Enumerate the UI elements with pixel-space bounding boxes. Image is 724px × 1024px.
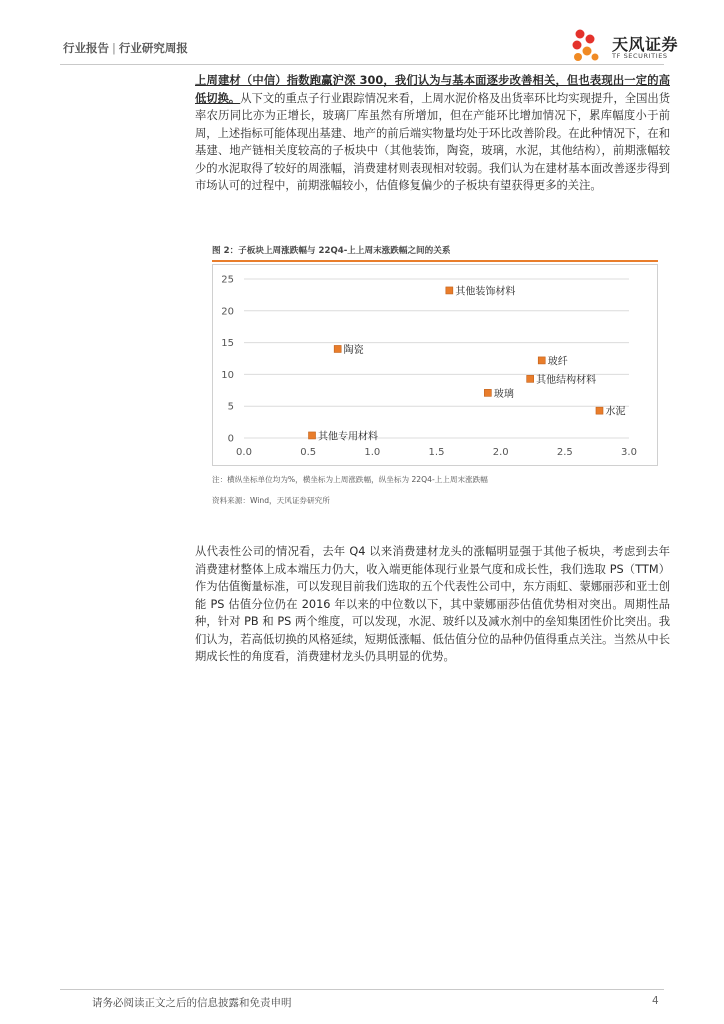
report-category: 行业报告 bbox=[63, 41, 109, 55]
scatter-chart bbox=[212, 264, 658, 466]
figure-title: 图 2：子板块上周涨跌幅与 22Q4-上上周末涨跌幅之间的关系 bbox=[212, 246, 451, 256]
logo-name-cn: 天风证券 bbox=[612, 35, 679, 54]
data-label-4: 玻璃 bbox=[493, 388, 514, 400]
x-tick-label-4: 2.0 bbox=[492, 447, 509, 458]
paragraph-2-body: 从代表性公司的情况看，去年 Q4 以来消费建材龙头的涨幅明显强于其他子板块，考虑到去年消费建材整体上成本端压力仍大，收入端更能体现行业景气度和成长性，我们选取 PS（TTM）作为估值衡量标准，可以发现目前我们选取的五个代表性公司中，东方雨虹、蒙娜丽莎和亚士创能 PS 估值分位仍在 2016 年以来的中位数以下，其中蒙娜丽莎估值优势相对突出。周期性品种，针对 PB 和 PS 两个维度，可以发现，水泥、玻纤以及减水剂中的垒知集团性价比突出。我们认为，若高低切换的风格延续，短期低涨幅、低估值分位的品种仍值得重点关注。当然从中长期成长性的角度看，消费建材龙头仍具明显的优势。 bbox=[195, 545, 670, 663]
report-header bbox=[63, 40, 188, 56]
chart-frame bbox=[213, 265, 658, 466]
data-point-3 bbox=[527, 375, 534, 382]
data-point-5 bbox=[596, 407, 603, 414]
data-label-1: 陶瓷 bbox=[343, 344, 364, 356]
page-number: 4 bbox=[652, 995, 659, 1007]
data-point-4 bbox=[484, 389, 491, 396]
y-tick-label-4: 20 bbox=[221, 306, 234, 318]
figure-note: 注：横纵坐标单位均为%，横坐标为上周涨跌幅，纵坐标为 22Q4-上上周末涨跌幅 bbox=[212, 475, 488, 484]
data-label-6: 其他专用材料 bbox=[318, 431, 379, 443]
x-tick-label-0: 0.0 bbox=[236, 447, 252, 458]
x-tick-label-1: 0.5 bbox=[300, 447, 317, 458]
paragraph-1-body: 从下文的重点子行业跟踪情况来看，上周水泥价格及出货率环比均实现提升，全国出货率农历同比亦为正增长，玻璃厂库虽然有所增加，但在产能环比增加情况下，累库幅度小于前周，上述指标可能体现出基建、地产的前后端实物量均处于环比改善阶段。在此种情况下，在和基建、地产链相关度较高的子板块中（其他装饰，陶瓷，玻璃，水泥，其他结构），前期涨幅较少的水泥取得了较好的周涨幅，消费建材则表现相对较弱。我们认为在建材基本面改善逐步得到市场认可的过程中，前期涨幅较小，估值修复偏少的子板块有望获得更多的关注。 bbox=[195, 91, 670, 192]
x-tick-label-3: 1.5 bbox=[428, 447, 445, 458]
paragraph-1-lead: 上周建材（中信）指数跑赢沪深 300，我们认为与基本面逐步改善相关，但也表现出一定的高低切换。 bbox=[195, 74, 670, 105]
data-point-1 bbox=[334, 345, 341, 352]
data-label-5: 水泥 bbox=[605, 406, 626, 418]
figure-source: 资料来源：Wind，天风证券研究所 bbox=[212, 496, 330, 505]
data-label-3: 其他结构材料 bbox=[536, 374, 597, 386]
data-label-2: 玻纤 bbox=[547, 356, 568, 368]
data-point-2 bbox=[538, 357, 545, 364]
footer-disclaimer: 请务必阅读正文之后的信息披露和免责申明 bbox=[92, 997, 292, 1009]
y-tick-label-3: 15 bbox=[221, 338, 234, 350]
x-tick-label-2: 1.0 bbox=[364, 447, 381, 458]
data-label-0: 其他装饰材料 bbox=[455, 286, 516, 298]
y-tick-label-1: 5 bbox=[227, 401, 234, 413]
x-tick-label-5: 2.5 bbox=[556, 447, 573, 458]
y-tick-label-0: 0 bbox=[227, 433, 234, 445]
y-tick-label-2: 10 bbox=[221, 369, 234, 381]
data-point-0 bbox=[446, 287, 453, 294]
data-point-6 bbox=[309, 432, 316, 439]
header-separator: | bbox=[112, 41, 116, 55]
y-tick-label-5: 25 bbox=[221, 274, 234, 286]
report-subcategory: 行业研究周报 bbox=[118, 41, 188, 55]
paragraph-2 bbox=[195, 543, 670, 666]
logo-name-en: TF SECURITIES bbox=[612, 52, 668, 60]
paragraph-1 bbox=[195, 72, 670, 195]
header-divider bbox=[60, 64, 664, 65]
figure-title-underline bbox=[212, 260, 658, 262]
footer-divider bbox=[60, 989, 664, 990]
x-tick-label-6: 3.0 bbox=[621, 447, 637, 458]
